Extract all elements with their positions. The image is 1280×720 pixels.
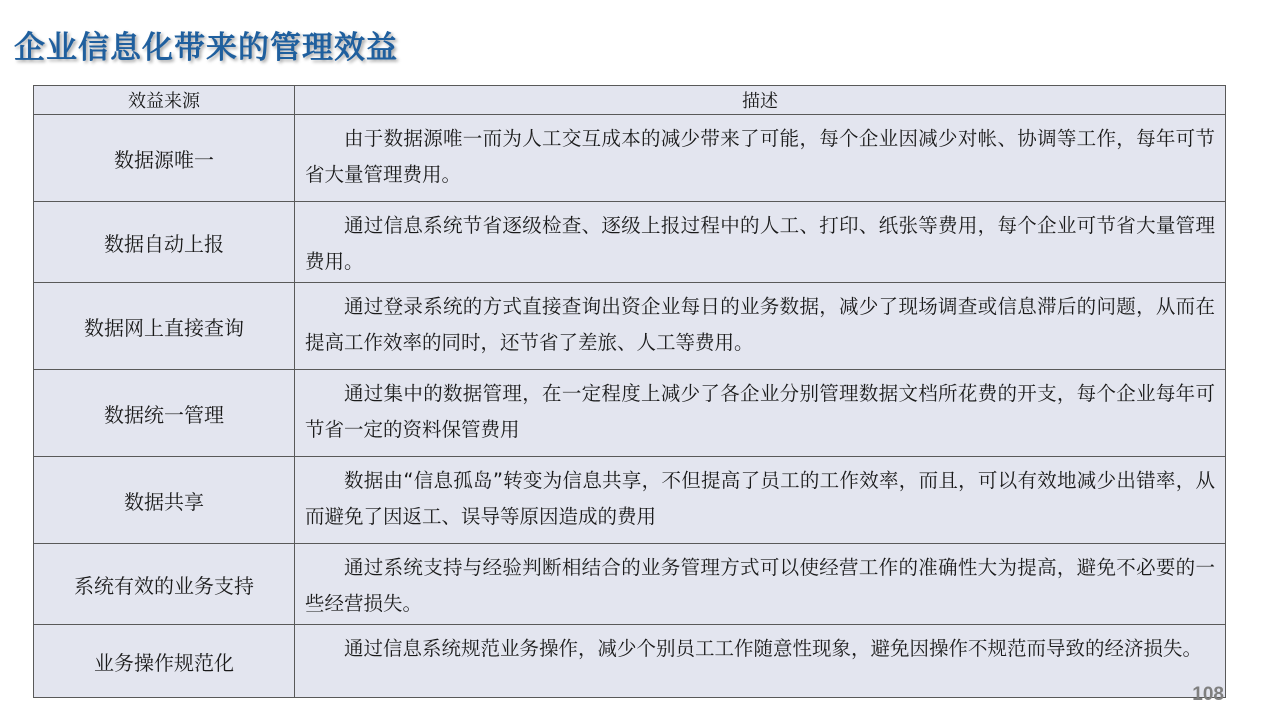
benefit-description: 通过集中的数据管理，在一定程度上减少了各企业分别管理数据文档所花费的开支，每个企业每年可节省一定的资料保管费用 [295, 370, 1226, 457]
benefit-description: 通过系统支持与经验判断相结合的业务管理方式可以使经营工作的准确性大为提高，避免不必要的一些经营损失。 [295, 544, 1226, 625]
benefit-description: 通过登录系统的方式直接查询出资企业每日的业务数据，减少了现场调查或信息滞后的问题，从而在提高工作效率的同时，还节省了差旅、人工等费用。 [295, 283, 1226, 370]
benefit-source: 系统有效的业务支持 [34, 544, 295, 625]
table-row [34, 370, 1226, 457]
benefit-table [33, 85, 1226, 698]
header-description: 描述 [295, 86, 1226, 115]
benefit-source: 业务操作规范化 [34, 625, 295, 698]
benefit-description: 通过信息系统节省逐级检查、逐级上报过程中的人工、打印、纸张等费用，每个企业可节省大量管理费用。 [295, 202, 1226, 283]
benefit-source: 数据统一管理 [34, 370, 295, 457]
table-row [34, 283, 1226, 370]
benefit-source: 数据源唯一 [34, 115, 295, 202]
table-row [34, 202, 1226, 283]
benefit-source: 数据自动上报 [34, 202, 295, 283]
slide-title: 企业信息化带来的管理效益 [14, 30, 398, 66]
benefit-description: 由于数据源唯一而为人工交互成本的减少带来了可能，每个企业因减少对帐、协调等工作，每年可节省大量管理费用。 [295, 115, 1226, 202]
benefit-source: 数据网上直接查询 [34, 283, 295, 370]
table-row [34, 544, 1226, 625]
header-source: 效益来源 [34, 86, 295, 115]
benefit-source: 数据共享 [34, 457, 295, 544]
page-number: 108 [1192, 684, 1224, 705]
table-header-row [34, 86, 1226, 115]
table-row [34, 457, 1226, 544]
table-row [34, 115, 1226, 202]
table-row [34, 625, 1226, 698]
benefit-description: 通过信息系统规范业务操作，减少个别员工工作随意性现象，避免因操作不规范而导致的经济损失。 [295, 625, 1226, 698]
benefit-description: 数据由“信息孤岛”转变为信息共享，不但提高了员工的工作效率，而且，可以有效地减少出错率，从而避免了因返工、误导等原因造成的费用 [295, 457, 1226, 544]
